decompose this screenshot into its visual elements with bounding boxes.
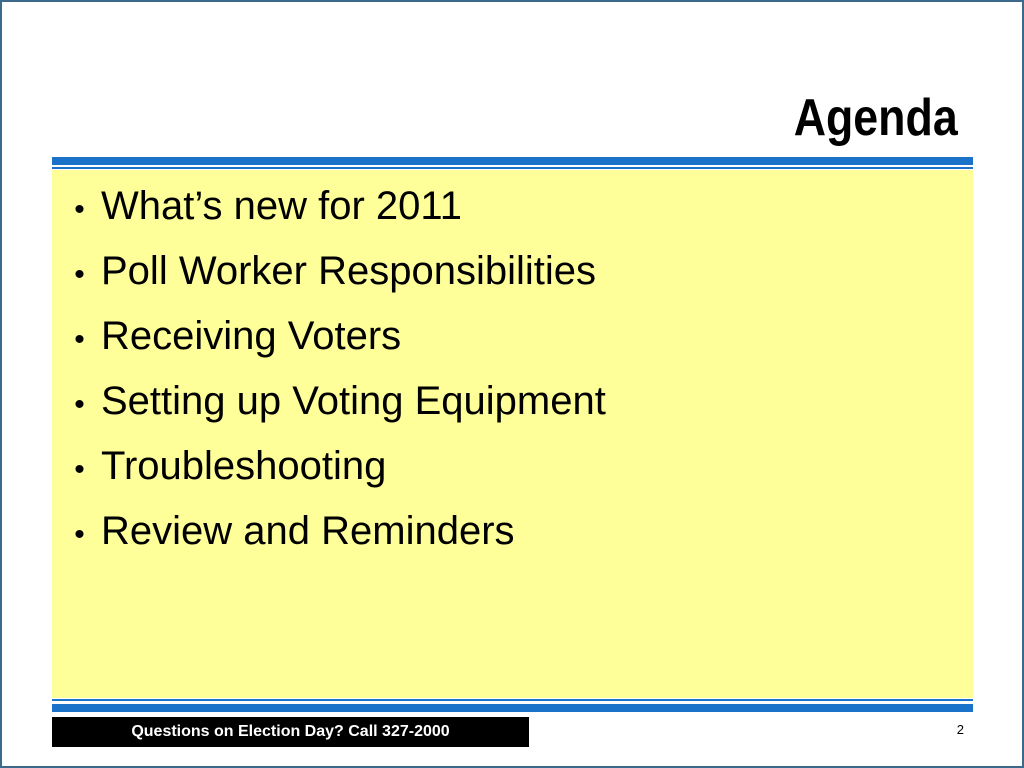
bullet-icon: • [74, 518, 85, 551]
top-divider-thin [52, 167, 973, 169]
agenda-item-text: Poll Worker Responsibilities [101, 249, 596, 293]
top-divider-thick [52, 157, 973, 165]
bullet-icon: • [74, 453, 85, 486]
agenda-item-text: Troubleshooting [101, 444, 387, 488]
agenda-item-text: Receiving Voters [101, 314, 402, 358]
agenda-list [58, 176, 606, 566]
agenda-item [58, 436, 606, 501]
bullet-icon: • [74, 323, 85, 356]
agenda-item-text: What’s new for 2011 [101, 184, 462, 228]
bottom-divider-thin [52, 699, 973, 701]
agenda-item [58, 501, 606, 566]
footer-banner: Questions on Election Day? Call 327-2000 [52, 717, 529, 747]
agenda-item [58, 371, 606, 436]
agenda-item [58, 306, 606, 371]
bullet-icon: • [74, 193, 85, 226]
agenda-item-text: Setting up Voting Equipment [101, 379, 606, 423]
agenda-item-text: Review and Reminders [101, 509, 515, 553]
bottom-divider-thick [52, 704, 973, 712]
bullet-icon: • [74, 258, 85, 291]
agenda-item [58, 241, 606, 306]
slide-title: Agenda [794, 89, 958, 147]
page-number: 2 [956, 722, 964, 737]
agenda-item [58, 176, 606, 241]
bullet-icon: • [74, 388, 85, 421]
